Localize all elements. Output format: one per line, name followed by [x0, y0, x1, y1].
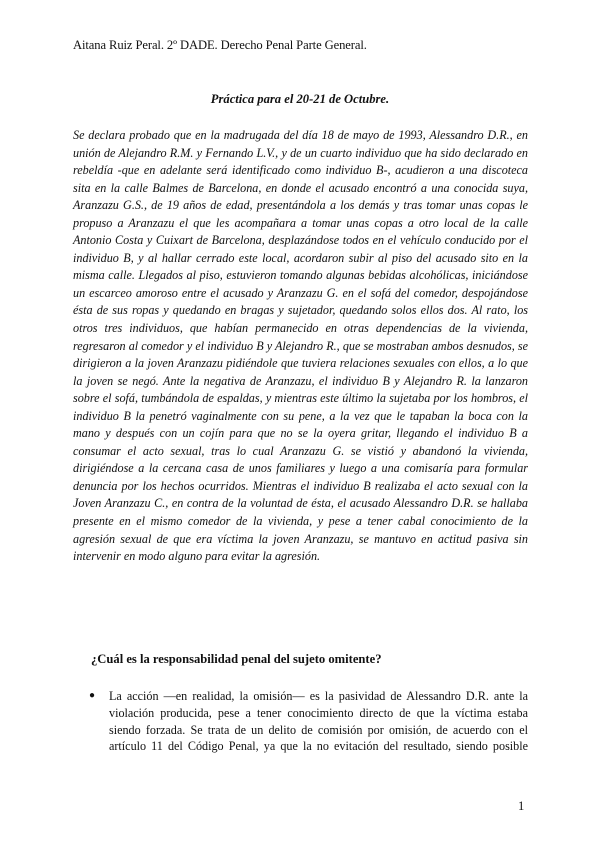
question-heading: ¿Cuál es la responsabilidad penal del sujeto omitente? — [91, 652, 382, 666]
page-number: 1 — [518, 799, 525, 813]
answer-text: La acción —en realidad, la omisión— es la pasividad de Alessandro D.R. ante la violación producida, pese a tener conocimiento directo de que la víctima estaba siendo forzada. Se trata de un delito de comisión por omisión, de acuerdo con el artículo 11 del Código Penal, ya que la no evitación del resultado, siendo posible — [109, 689, 528, 754]
case-paragraph: Se declara probado que en la madrugada del día 18 de mayo de 1993, Alessandro D.R., en unión de Alejandro R.M. y Fernando L.V., y de un cuarto individuo que ha sido declarado en rebeldía -que en adelante será identificado como individuo B-, acudieron a una discoteca sita en la calle Balmes de Barcelona, en donde el acusado encontró a una conocida suya, Aranzazu G.S., de 19 años de edad, presentándola a los demás y tras tomar unas copas le propuso a Aranzazu el que les acompañara a tomar unas copas a otro local de la calle Antonio Costa y Cuixart de Barcelona, desplazándose todos en el vehículo conducido por el individuo B, y al hallar cerrado este local, acordaron subir al piso del acusado sito en la misma calle. Llegados al piso, estuvieron tomando algunas bebidas alcohólicas, iniciándose un escarceo amoroso entre el acusado y Aranzazu G. en el sofá del comedor, despojándose ésta de sus ropas y quedando en bragas y sujetador, quedando solos ellos dos. Al rato, los otros tres individuos, que habían permanecido en otras dependencias de la vivienda, regresaron al comedor y el individuo B y Alejandro R., que se mostraban ambos desnudos, se dirigieron a la joven Aranzazu pidiéndole que tuviera relaciones sexuales con ellos, a lo que la joven se negó. Ante la negativa de Aranzazu, el individuo B y Alejandro R. la lanzaron sobre el sofá, tumbándola de espaldas, y mientras este último la sujetaba por los hombros, el individuo B la penetró vaginalmente con su pene, a la vez que le tapaban la boca con la mano y después con un cojín para que no se la oyera gritar, llegando el individuo B a consumar el acto sexual, tras lo cual Aranzazu G. se vistió y abandonó la vivienda, dirigiéndose a la cercana casa de unos familiares y luego a una comisaría para formular denuncia por los hechos ocurridos. Mientras el individuo B realizaba el acto sexual con la Joven Aranzazu C., en contra de la voluntad de ésta, el acusado Alessandro D.R. se hallaba presente en el mismo comedor de la vivienda, y pese a tener cabal conocimiento de la agresión sexual de que era víctima la joven Aranzazu, se mantuvo en actitud pasiva sin intervenir en modo alguno para evitar la agresión. — [73, 128, 528, 564]
bullet-icon: ● — [89, 690, 96, 701]
page-header: Aitana Ruiz Peral. 2º DADE. Derecho Penal Parte General. — [73, 38, 367, 52]
page-title: Práctica para el 20-21 de Octubre. — [210, 92, 390, 106]
